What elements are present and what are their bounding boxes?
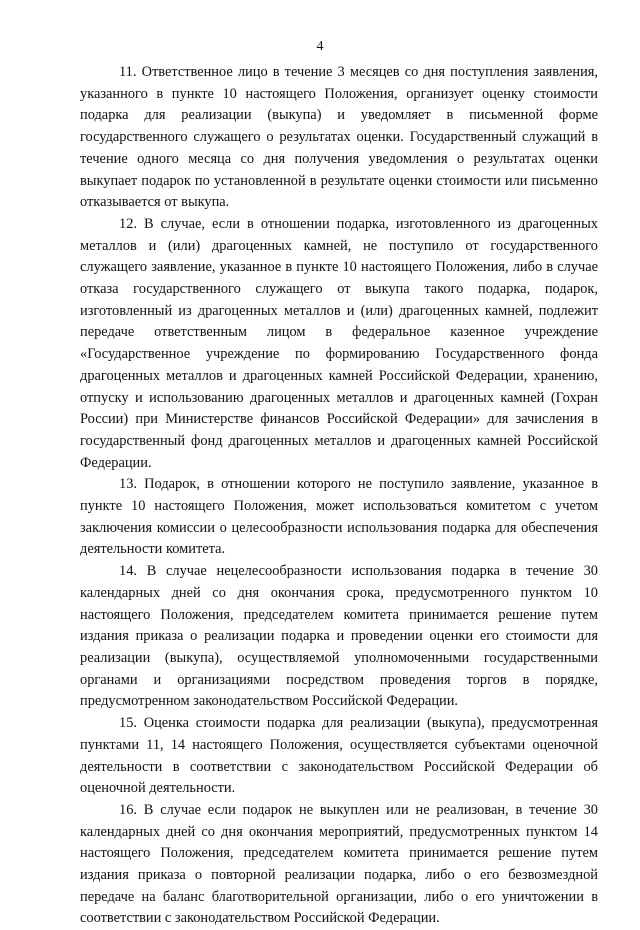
paragraph-12: 12. В случае, если в отношении подарка, изготовленного из драгоценных металлов и (или) драгоценных камней, не поступило от государственного служащего заявление, указанное в пункте 10 настоящего Положения, либо в случае отказа государственного служащего от выкупа такого подарка, подарок, изготовленный из драгоценных металлов и (или) драгоценных камней, подлежит передаче ответственным лицом в федеральное казенное учреждение «Государственное учреждение по формированию Государственного фонда драгоценных металлов и драгоценных камней Российской Федерации, хранению, отпуску и использованию драгоценных металлов и драгоценных камней (Гохран России) при Министерстве финансов Российской Федерации» для зачисления в государственный фонд драгоценных металлов и драгоценных камней Российской Федерации.	[80, 215, 598, 471]
paragraph-16: 16. В случае если подарок не выкуплен или не реализован, в течение 30 календарных дней со дня окончания мероприятий, предусмотренных пунктом 14 настоящего Положения, председателем комитета принимается решение путем издания приказа о повторной реализации подарка, либо о его безвозмездной передаче на баланс благотворительной организации, либо о его уничтожении в соответствии с законодательством Российской Федерации.	[80, 801, 598, 927]
paragraph-15: 15. Оценка стоимости подарка для реализации (выкупа), предусмотренная пунктами 11, 14 настоящего Положения, осуществляется субъектами оценочной деятельности в соответствии с законодательством Российской Федерации об оценочной деятельности.	[80, 715, 598, 797]
paragraph-11: 11. Ответственное лицо в течение 3 месяцев со дня поступления заявления, указанного в пункте 10 настоящего Положения, организует оценку стоимости подарка для реализации (выкупа) и уведомляет в письменной форме государственного служащего о результатах оценки. Государственный служащий в течение одного месяца со дня получения уведомления о результатах оценки выкупает подарок по установленной в результате оценки стоимости или письменно отказывается от выкупа.	[80, 64, 598, 211]
paragraph-14: 14. В случае нецелесообразности использования подарка в течение 30 календарных дней со дня окончания срока, предусмотренного пунктом 10 настоящего Положения, председателем комитета принимается решение путем издания приказа о реализации подарка и проведении оценки его стоимости для реализации (выкупа), осуществляемой уполномоченными государственными органами и организациями посредством проведения торгов в порядке, предусмотренном законодательством Российской Федерации.	[80, 563, 598, 710]
page-number: 4	[316, 39, 324, 54]
document-body	[80, 62, 598, 930]
paragraph-13: 13. Подарок, в отношении которого не поступило заявление, указанное в пункте 10 настоящего Положения, может использоваться комитетом с учетом заключения комиссии о целесообразности использования подарка для обеспечения деятельности комитета.	[80, 476, 598, 558]
